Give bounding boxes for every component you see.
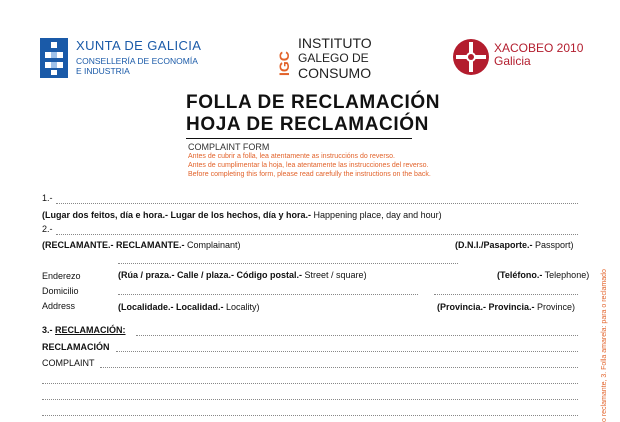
igc-mark: IGC bbox=[276, 51, 292, 76]
province-line[interactable] bbox=[434, 294, 578, 295]
field1-line[interactable] bbox=[56, 203, 578, 204]
complainant-label: (RECLAMANTE.- RECLAMANTE.- Complainant) bbox=[42, 240, 241, 250]
xunta-shield-icon bbox=[40, 38, 68, 78]
instruction-galician: Antes de cubrir a folla, lea atentamente as instruccións do reverso. bbox=[188, 153, 395, 160]
complaint-line-3[interactable] bbox=[100, 367, 578, 368]
xacobeo-line1: XACOBEO 2010 bbox=[494, 41, 584, 55]
xunta-department-line2: E INDUSTRIA bbox=[76, 66, 130, 76]
address-label-en: Address bbox=[42, 301, 76, 311]
field1-label: (Lugar dos feitos, día e hora.- Lugar de los hechos, día y hora.- Happening place, day and hour) bbox=[42, 210, 442, 220]
complaint-line-6[interactable] bbox=[42, 415, 578, 416]
street-line[interactable] bbox=[118, 263, 458, 264]
instruction-english: Before completing this form, please read carefully the instructions on the back. bbox=[188, 171, 431, 178]
xacobeo-logo-text bbox=[494, 42, 583, 68]
street-label: (Rúa / praza.- Calle / plaza.- Código postal.- Street / square) bbox=[118, 270, 367, 280]
phone-label: (Teléfono.- Telephone) bbox=[497, 270, 590, 280]
complaint-line-1[interactable] bbox=[136, 335, 578, 336]
igc-line1: INSTITUTO bbox=[298, 35, 372, 51]
xacobeo-line2: Galicia bbox=[494, 54, 531, 68]
address-label-gl: Enderezo bbox=[42, 271, 81, 281]
complaint-label-es: RECLAMACIÓN bbox=[42, 342, 110, 352]
field1-number: 1.- bbox=[42, 193, 53, 203]
field2-line[interactable] bbox=[56, 234, 578, 235]
complaint-line-4[interactable] bbox=[42, 383, 578, 384]
complaint-label-en: COMPLAINT bbox=[42, 358, 95, 368]
title-spanish: HOJA DE RECLAMACIÓN bbox=[186, 114, 429, 135]
igc-logo-text bbox=[298, 36, 372, 81]
xunta-name: XUNTA DE GALICIA bbox=[76, 38, 202, 53]
instruction-spanish: Antes de cumplimentar la hoja, lea atentamente las instrucciones del reverso. bbox=[188, 162, 429, 169]
locality-label: (Localidade.- Localidad.- Locality) bbox=[118, 302, 260, 312]
side-copy-note: o reclamante, 3. Folla amarela: para o reclamado bbox=[601, 269, 608, 422]
xacobeo-cross-icon bbox=[452, 38, 490, 76]
igc-logo-icon bbox=[276, 38, 294, 78]
xunta-logo-text bbox=[76, 38, 201, 76]
xunta-department-line1: CONSELLERÍA DE ECONOMÍA bbox=[76, 56, 198, 66]
complaint-line-2[interactable] bbox=[116, 351, 578, 352]
address-label-es: Domicilio bbox=[42, 286, 79, 296]
title-underline bbox=[186, 138, 412, 139]
passport-label: (D.N.I./Pasaporte.- Passport) bbox=[455, 240, 574, 250]
locality-line[interactable] bbox=[118, 294, 418, 295]
province-label: (Provincia.- Provincia.- Province) bbox=[437, 302, 576, 312]
field3-label: 3.- RECLAMACIÓN: bbox=[42, 325, 126, 335]
igc-line2: GALEGO DE bbox=[298, 51, 369, 65]
title-galician: FOLLA DE RECLAMACIÓN bbox=[186, 92, 441, 113]
complaint-line-5[interactable] bbox=[42, 399, 578, 400]
igc-line3: CONSUMO bbox=[298, 65, 372, 81]
title-english: COMPLAINT FORM bbox=[188, 142, 270, 152]
field2-number: 2.- bbox=[42, 224, 53, 234]
